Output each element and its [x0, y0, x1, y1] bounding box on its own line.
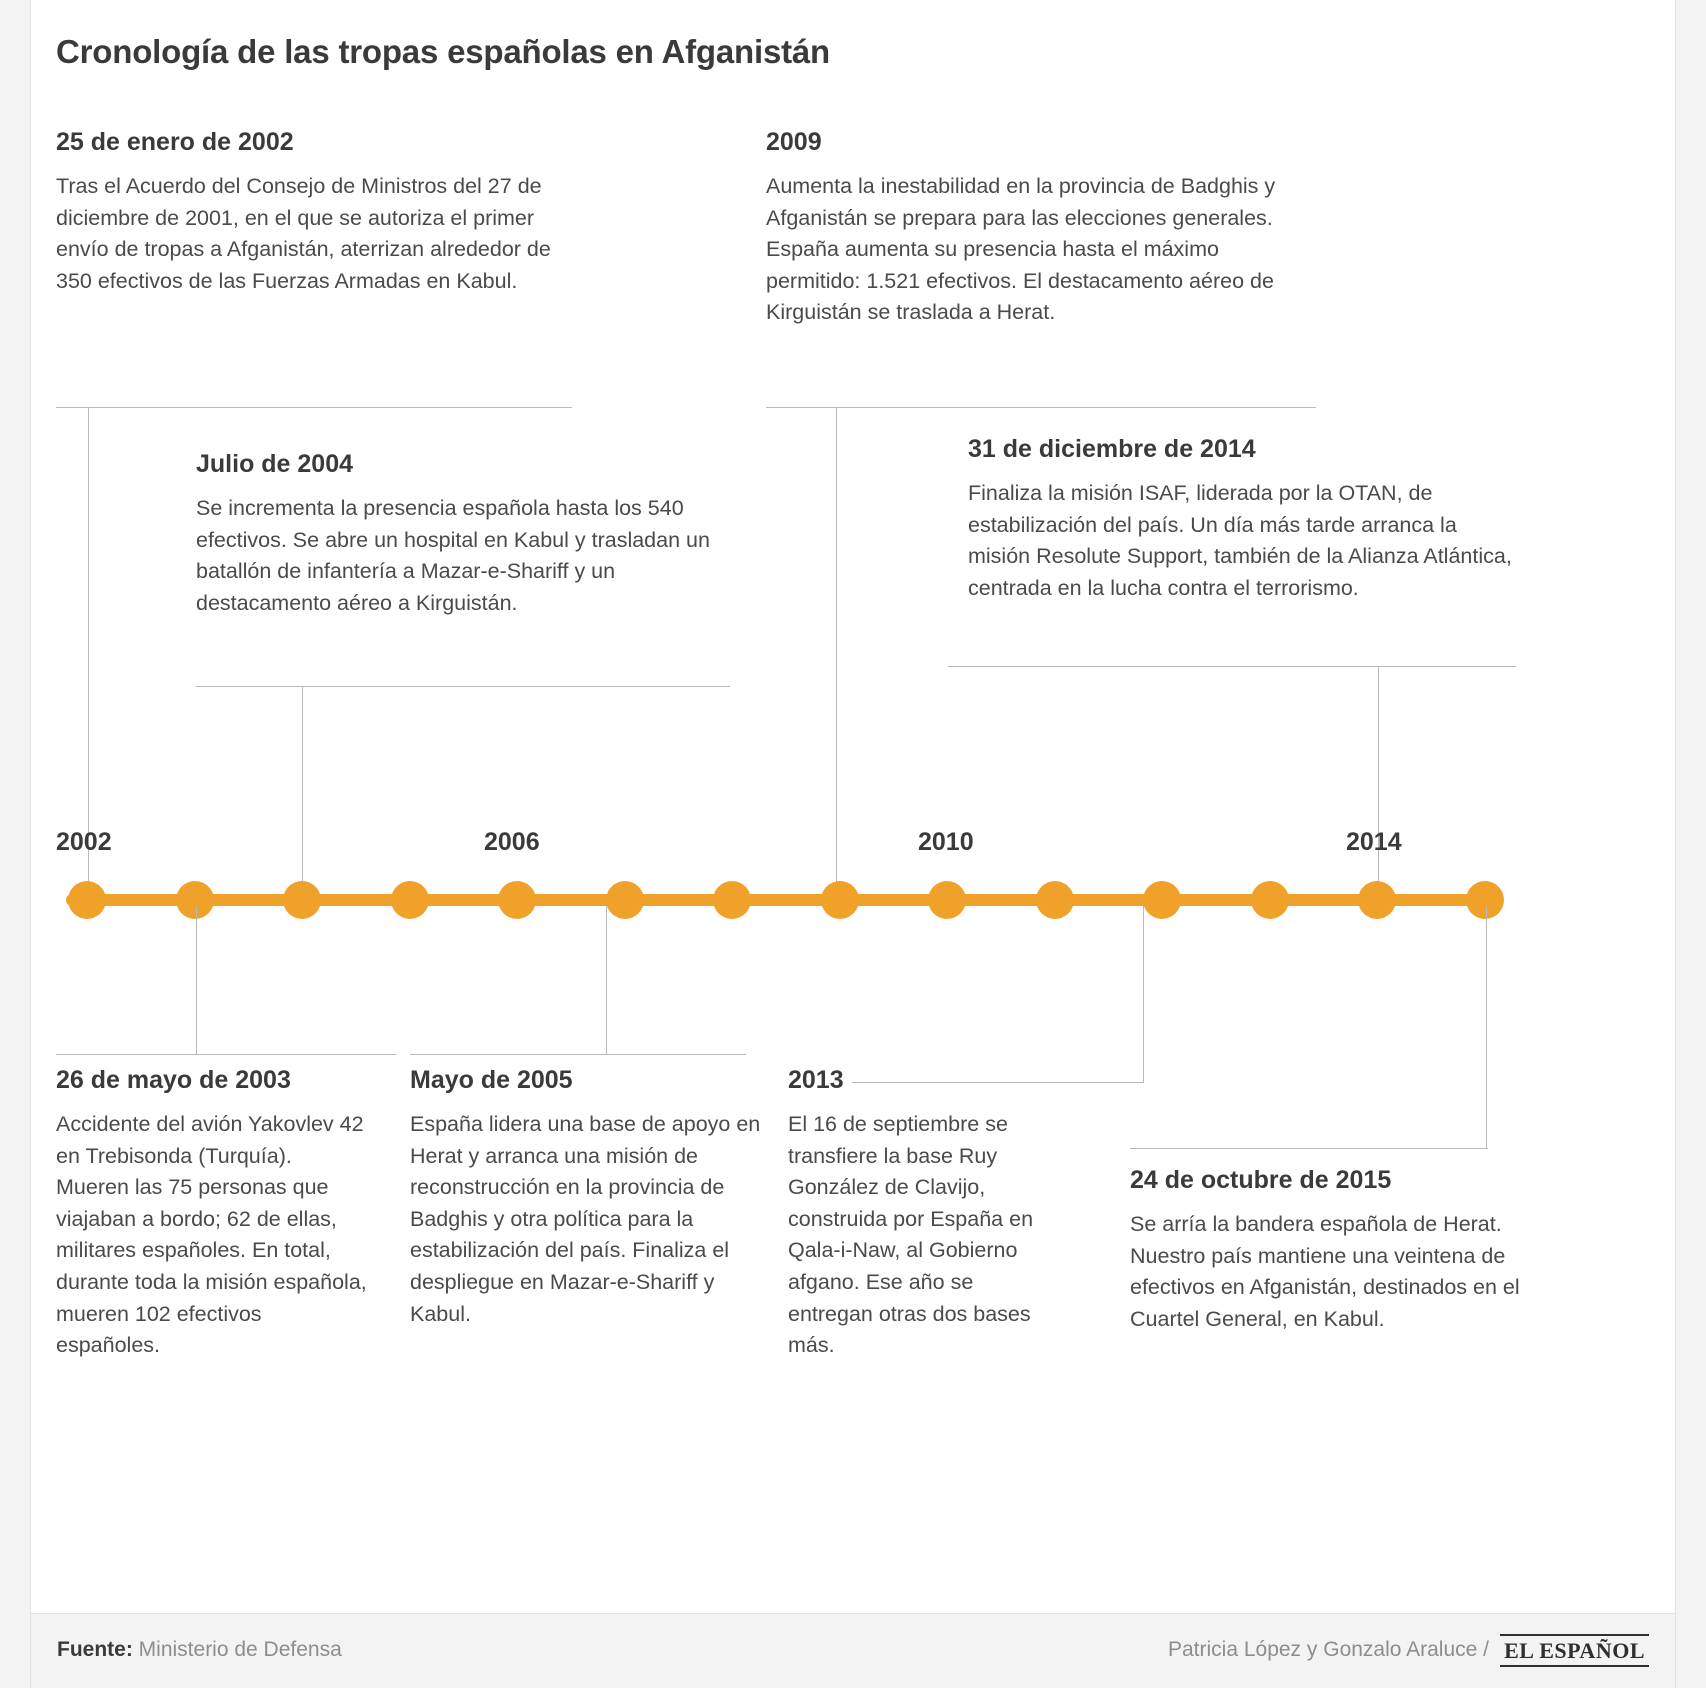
event-text: Finaliza la misión ISAF, liderada por la OTAN, de estabilización del país. Un día más tarde arranca la misión Resolute Support, también de la Alianza Atlántica, centrada en la lucha contra el terrorismo. — [968, 481, 1512, 600]
timeline-dot — [283, 881, 321, 919]
right-page-edge — [1675, 0, 1706, 1688]
author-credit: Patricia López y Gonzalo Araluce / — [1167, 1638, 1489, 1661]
connector-line-2009 — [766, 407, 1316, 408]
connector-stem-2013 — [1143, 906, 1144, 1082]
connector-stem-2014-12-31 — [1378, 666, 1379, 900]
timeline-dot — [176, 881, 214, 919]
axis-year-2006: 2006 — [484, 828, 540, 856]
timeline-dot — [391, 881, 429, 919]
event-2002-01-25 — [56, 128, 576, 297]
timeline-dot — [498, 881, 536, 919]
timeline-dot — [68, 881, 106, 919]
connector-line-2015-10-24 — [1130, 1148, 1488, 1149]
axis-year-2002: 2002 — [56, 828, 112, 856]
connector-line-2002-01-25 — [56, 407, 572, 408]
source-label: Fuente: — [57, 1638, 133, 1661]
event-2014-12-31 — [968, 435, 1528, 604]
footer-bar — [31, 1613, 1675, 1688]
event-text: El 16 de septiembre se transfiere la base Ruy González de Clavijo, construida por España en Qala-i-Naw, al Gobierno afgano. Ese año se entregan otras dos bases más. — [788, 1112, 1034, 1358]
connector-stem-2005-05 — [606, 906, 607, 1054]
event-date: 26 de mayo de 2003 — [56, 1066, 291, 1094]
event-date: Mayo de 2005 — [410, 1066, 573, 1094]
timeline-dot — [1358, 881, 1396, 919]
connector-stem-2015-10-24 — [1486, 906, 1487, 1148]
event-date: 31 de diciembre de 2014 — [968, 435, 1256, 463]
left-page-edge — [0, 0, 31, 1688]
axis-year-2010: 2010 — [918, 828, 974, 856]
timeline-dot — [1143, 881, 1181, 919]
connector-line-2014-12-31 — [948, 666, 1516, 667]
event-2003-05-26 — [56, 1066, 386, 1362]
timeline-dot — [1466, 881, 1504, 919]
brand-logo: EL ESPAÑOL — [1500, 1634, 1649, 1667]
connector-line-2004-07 — [196, 686, 730, 687]
timeline-dot — [1251, 881, 1289, 919]
event-date: 25 de enero de 2002 — [56, 128, 294, 156]
event-date: 2009 — [766, 128, 822, 156]
event-text: España lidera una base de apoyo en Herat y arranca una misión de reconstrucción en la provincia de Badghis y otra política para la estabilización del país. Finaliza el despliegue en Mazar-e-Shariff y Kabul. — [410, 1112, 761, 1326]
event-text: Aumenta la inestabilidad en la provincia de Badghis y Afganistán se prepara para las elecciones generales. España aumenta su presencia hasta el máximo permitido: 1.521 efectivos. El destacamento aéreo de Kirguistán se traslada a Herat. — [766, 174, 1276, 325]
event-2009 — [766, 128, 1326, 329]
connector-line-2003-05-26 — [56, 1054, 396, 1055]
timeline-dot — [606, 881, 644, 919]
event-2013 — [788, 1066, 1068, 1362]
connector-stem-2009 — [836, 407, 837, 900]
event-text: Se arría la bandera española de Herat. Nuestro país mantiene una veintena de efectivos en Afganistán, destinados en el Cuartel General, en Kabul. — [1130, 1212, 1520, 1331]
timeline-dot — [821, 881, 859, 919]
event-2004-07 — [196, 450, 736, 619]
page-title: Cronología de las tropas españolas en Afganistán — [56, 33, 831, 70]
event-2005-05 — [410, 1066, 761, 1330]
timeline-dot — [713, 881, 751, 919]
event-text: Accidente del avión Yakovlev 42 en Trebisonda (Turquía). Mueren las 75 personas que viajaban a bordo; 62 de ellas, militares españoles. En total, durante toda la misión española, mueren 102 efectivos españoles. — [56, 1112, 367, 1358]
connector-stem-2004-07 — [302, 686, 303, 900]
event-date: 2013 — [788, 1066, 844, 1094]
timeline-dot — [928, 881, 966, 919]
timeline-dot — [1036, 881, 1074, 919]
axis-year-2014: 2014 — [1346, 828, 1402, 856]
connector-line-2005-05 — [410, 1054, 746, 1055]
event-text: Tras el Acuerdo del Consejo de Ministros del 27 de diciembre de 2001, en el que se autoriza el primer envío de tropas a Afganistán, aterrizan alrededor de 350 efectivos de las Fuerzas Armadas en Kabul. — [56, 174, 551, 293]
connector-stem-2003-05-26 — [196, 906, 197, 1054]
event-date: Julio de 2004 — [196, 450, 354, 478]
event-2015-10-24 — [1130, 1166, 1530, 1335]
source-credit — [57, 1638, 342, 1662]
event-text: Se incrementa la presencia española hasta los 540 efectivos. Se abre un hospital en Kabul y trasladan un batallón de infantería a Mazar-e-Shariff y un destacamento aéreo a Kirguistán. — [196, 496, 710, 615]
source-value: Ministerio de Defensa — [138, 1638, 342, 1661]
event-date: 24 de octubre de 2015 — [1130, 1166, 1392, 1194]
connector-stem-2002-01-25 — [88, 407, 89, 900]
